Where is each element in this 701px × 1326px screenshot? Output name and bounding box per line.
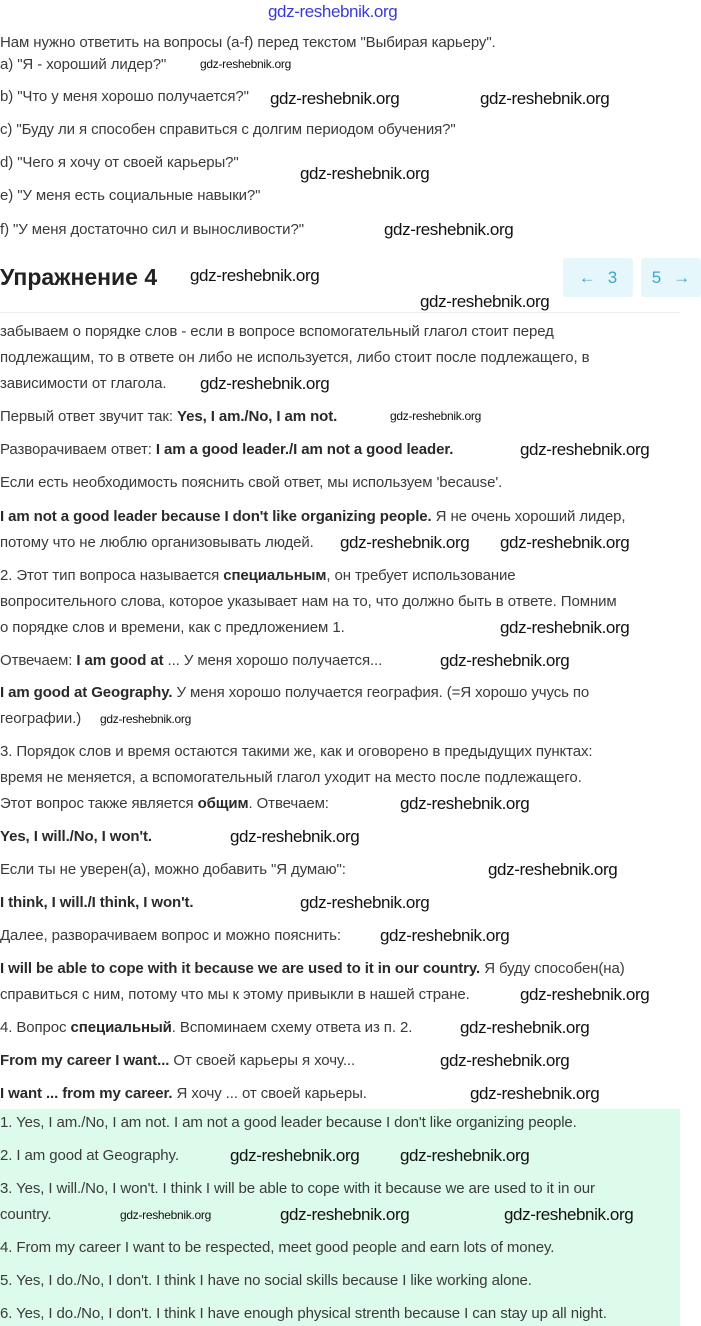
watermark: gdz-reshebnik.org: [390, 409, 481, 423]
bold-text: I am good at: [76, 652, 164, 669]
bold-text: From my career I want...: [0, 1052, 170, 1069]
explanation-line: [0, 407, 337, 427]
explanation-line: [0, 860, 346, 880]
watermark: gdz-reshebnik.org: [190, 266, 320, 285]
answer-line: 6. Yes, I do./No, I don't. I think I have enough physical strenth because I can stay up all night.: [0, 1305, 607, 1322]
text: вопросительного слова, которое указывает нам на то, что должно быть в ответе. Помним: [0, 593, 617, 610]
text: 3. Порядок слов и время остаются такими же, как и оговорено в предыдущих пунктах:: [0, 743, 593, 760]
text: , он требует использование: [326, 567, 516, 584]
question-d: d) "Чего я хочу от своей карьеры?": [0, 154, 239, 171]
watermark: gdz-reshebnik.org: [120, 1208, 211, 1222]
text: . Отвечаем:: [248, 795, 329, 812]
bold-text: общим: [197, 795, 249, 812]
text: Я хочу ... от своей карьеры.: [172, 1085, 367, 1102]
answer-line: country.: [0, 1206, 52, 1223]
watermark: gdz-reshebnik.org: [440, 1051, 570, 1070]
text: географии.): [0, 710, 82, 727]
explanation-line: [0, 1084, 367, 1104]
text: Разворачиваем ответ:: [0, 441, 156, 458]
answer-line: 5. Yes, I do./No, I don't. I think I have no social skills because I like working alone.: [0, 1272, 532, 1289]
watermark: gdz-reshebnik.org: [500, 618, 630, 637]
explanation-line: [0, 794, 329, 814]
bold-text: I am not a good leader because I don't like organizing people.: [0, 508, 432, 525]
explanation-line: [0, 893, 194, 913]
bold-text: I want ... from my career.: [0, 1085, 173, 1102]
watermark: gdz-reshebnik.org: [400, 794, 530, 813]
watermark: gdz-reshebnik.org: [200, 57, 291, 71]
text: о порядке слов и времени, как с предложением 1.: [0, 619, 345, 636]
text: Первый ответ звучит так:: [0, 408, 178, 425]
text: время не меняется, а вспомогательный глагол уходит на место после подлежащего.: [0, 769, 582, 786]
explanation-line: [0, 1051, 355, 1071]
explanation-line: [0, 768, 582, 788]
text: 4. Вопрос: [0, 1019, 71, 1036]
bold-text: I am good at Geography.: [0, 684, 173, 701]
next-exercise-label: 5: [651, 268, 662, 287]
watermark: gdz-reshebnik.org: [504, 1205, 634, 1224]
next-exercise-button[interactable]: [641, 258, 701, 297]
explanation-line: [0, 1018, 412, 1038]
text: Далее, разворачиваем вопрос и можно пояснить:: [0, 927, 341, 944]
question-e: e) "У меня есть социальные навыки?": [0, 187, 261, 204]
watermark: gdz-reshebnik.org: [268, 2, 398, 21]
explanation-line: [0, 533, 314, 553]
watermark: gdz-reshebnik.org: [440, 651, 570, 670]
explanation-line: [0, 651, 382, 671]
bold-text: специальным: [223, 567, 327, 584]
prev-exercise-label: 3: [607, 268, 618, 287]
text: Я не очень хороший лидер,: [431, 508, 626, 525]
text: . Вспоминаем схему ответа из п. 2.: [171, 1019, 413, 1036]
explanation-line: [0, 374, 166, 394]
question-a: a) "Я - хороший лидер?": [0, 56, 167, 73]
watermark: gdz-reshebnik.org: [488, 860, 618, 879]
explanation-line: [0, 507, 625, 527]
bold-text: Yes, I am./No, I am not.: [177, 408, 338, 425]
arrow-left-icon: ←: [578, 268, 596, 287]
exercise-title: Упражнение 4: [0, 264, 158, 290]
question-c: c) "Буду ли я способен справиться с долгим периодом обучения?": [0, 121, 456, 138]
watermark: gdz-reshebnik.org: [500, 533, 630, 552]
watermark: gdz-reshebnik.org: [230, 1146, 360, 1165]
bold-text: I will be able to cope with it because we are used to it in our country.: [0, 960, 481, 977]
watermark: gdz-reshebnik.org: [384, 220, 514, 239]
answer-line: 2. I am good at Geography.: [0, 1147, 179, 1164]
watermark: gdz-reshebnik.org: [280, 1205, 410, 1224]
bold-text: специальный: [70, 1019, 172, 1036]
text: забываем о порядке слов - если в вопросе вспомогательный глагол стоит перед: [0, 323, 554, 340]
explanation-line: [0, 709, 81, 729]
watermark: gdz-reshebnik.org: [340, 533, 470, 552]
answer-line: 1. Yes, I am./No, I am not. I am not a good leader because I don't like organizing people.: [0, 1114, 577, 1131]
question-f: f) "У меня достаточно сил и выносливости?": [0, 221, 304, 238]
explanation-line: [0, 985, 470, 1005]
divider: [0, 312, 680, 313]
arrow-right-icon: →: [673, 268, 691, 287]
text: Если есть необходимость пояснить свой ответ, мы используем 'because'.: [0, 474, 503, 491]
watermark: gdz-reshebnik.org: [420, 292, 550, 311]
prev-exercise-button[interactable]: [563, 258, 633, 297]
explanation-line: [0, 566, 516, 586]
watermark: gdz-reshebnik.org: [100, 712, 191, 726]
text: От своей карьеры я хочу...: [169, 1052, 356, 1069]
answer-line: 4. From my career I want to be respected, meet good people and earn lots of money.: [0, 1239, 555, 1256]
text: Отвечаем:: [0, 652, 77, 669]
answer-line: 3. Yes, I will./No, I won't. I think I will be able to cope with it because we are used to it in our: [0, 1180, 595, 1197]
text: ... У меня хорошо получается...: [163, 652, 383, 669]
questions-intro: Нам нужно ответить на вопросы (a-f) перед текстом "Выбирая карьеру".: [0, 34, 496, 51]
question-b: b) "Что у меня хорошо получается?": [0, 88, 249, 105]
watermark: gdz-reshebnik.org: [200, 374, 330, 393]
bold-text: Yes, I will./No, I won't.: [0, 828, 152, 845]
watermark: gdz-reshebnik.org: [460, 1018, 590, 1037]
explanation-line: [0, 322, 554, 342]
watermark: gdz-reshebnik.org: [270, 89, 400, 108]
explanation-line: [0, 440, 453, 460]
explanation-line: [0, 742, 592, 762]
text: 2. Этот тип вопроса называется: [0, 567, 224, 584]
text: Я буду способен(на): [480, 960, 625, 977]
explanation-line: [0, 827, 152, 847]
explanation-line: [0, 592, 617, 612]
text: Этот вопрос также является: [0, 795, 198, 812]
text: Если ты не уверен(а), можно добавить "Я думаю":: [0, 861, 346, 878]
explanation-line: [0, 683, 589, 703]
watermark: gdz-reshebnik.org: [230, 827, 360, 846]
watermark: gdz-reshebnik.org: [520, 985, 650, 1004]
watermark: gdz-reshebnik.org: [470, 1084, 600, 1103]
watermark: gdz-reshebnik.org: [480, 89, 610, 108]
text: справиться с ним, потому что мы к этому привыкли в нашей стране.: [0, 986, 470, 1003]
text: потому что не люблю организовывать людей.: [0, 534, 314, 551]
text: подлежащим, то в ответе он либо не используется, либо стоит после подлежащего, в: [0, 349, 590, 366]
explanation-line: [0, 926, 341, 946]
bold-text: I am a good leader./I am not a good leader.: [155, 441, 454, 458]
explanation-line: [0, 618, 345, 638]
bold-text: I think, I will./I think, I won't.: [0, 894, 194, 911]
watermark: gdz-reshebnik.org: [300, 164, 430, 183]
explanation-line: [0, 473, 502, 493]
watermark: gdz-reshebnik.org: [380, 926, 510, 945]
watermark: gdz-reshebnik.org: [400, 1146, 530, 1165]
watermark: gdz-reshebnik.org: [520, 440, 650, 459]
text: зависимости от глагола.: [0, 375, 167, 392]
watermark: gdz-reshebnik.org: [300, 893, 430, 912]
text: У меня хорошо получается география. (=Я хорошо учусь по: [172, 684, 590, 701]
explanation-line: [0, 348, 590, 368]
explanation-line: [0, 959, 625, 979]
